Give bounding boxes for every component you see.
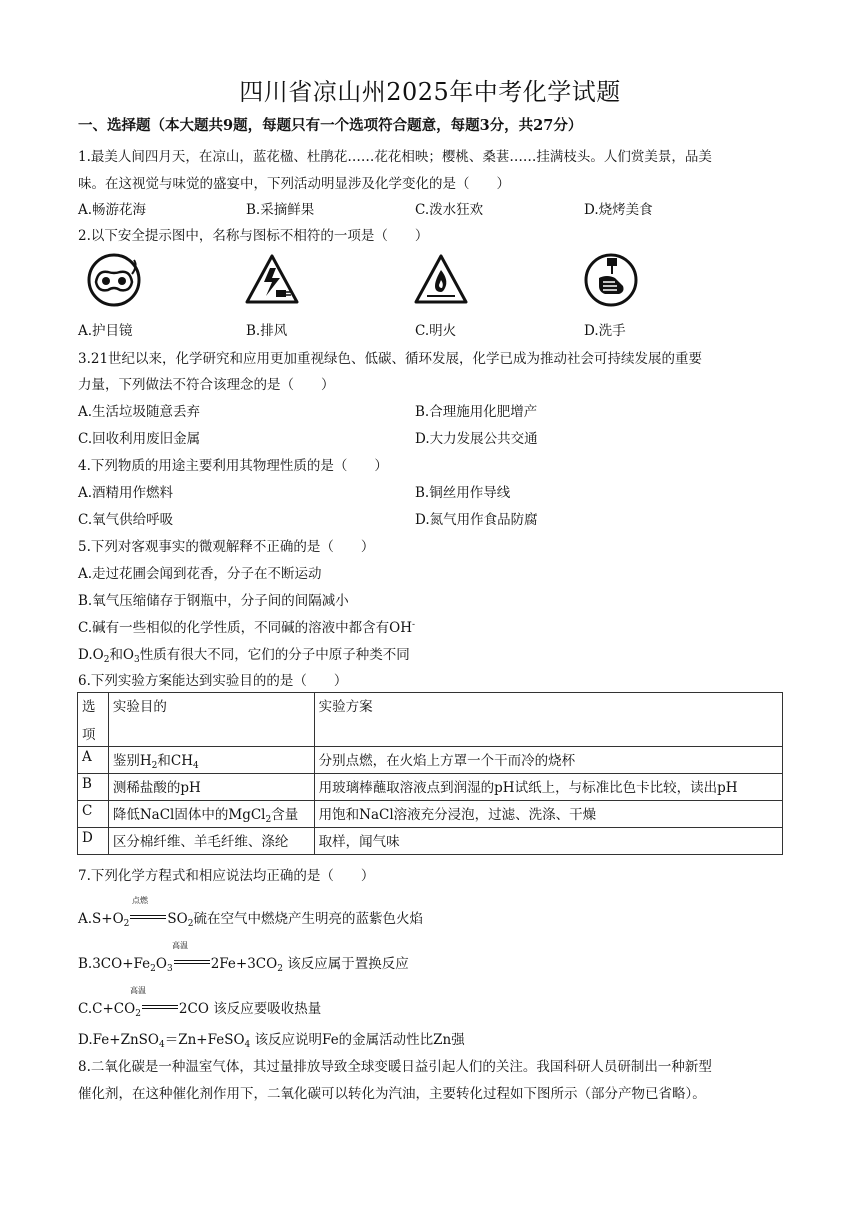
question-8-stem: 8.二氧化碳是一种温室气体，其过量排放导致全球变暖日益引起人们的关注。我国科研人员研制出一种新型 [78, 1059, 712, 1075]
table-cell-option: D [78, 828, 109, 855]
equation-condition: 点燃 [132, 896, 148, 905]
q3-option-a: A.生活垃圾随意丢弃 [78, 404, 201, 420]
q4-option-b: B.铜丝用作导线 [415, 485, 511, 501]
q5-option-a: A.走过花圃会闻到花香，分子在不断运动 [78, 566, 322, 582]
q5-option-b: B.氧气压缩储存于钢瓶中，分子间的间隔减小 [78, 593, 349, 609]
q4-option-c: C.氧气供给呼吸 [78, 512, 174, 528]
q5-option-c: C.碱有一些相似的化学性质，不同碱的溶液中都含有OH- [78, 620, 416, 636]
q2-option-b: B.排风 [246, 323, 288, 339]
q7-option-a: $A.S+O_2$ $SO_2$硫在空气中燃烧产生明亮的蓝紫色火焰 [78, 911, 423, 929]
question-3-stem-cont: 力量，下列做法不符合该理念的是（ ） [78, 377, 335, 393]
q3-option-d: D.大力发展公共交通 [415, 431, 538, 447]
q4-option-d: D.氮气用作食品防腐 [415, 512, 538, 528]
table-cell-plan: 用饱和NaCl溶液充分浸泡，过滤、洗涤、干燥 [314, 801, 782, 828]
table-cell-goal: 鉴别$H_2$和$CH_4$ [108, 747, 314, 774]
table-row [78, 828, 783, 855]
q1-option-b: B.采摘鲜果 [246, 202, 315, 218]
q4-option-a: A.酒精用作燃料 [78, 485, 174, 501]
q2-option-c: C.明火 [415, 323, 457, 339]
question-2-stem: 2.以下安全提示图中，名称与图标不相符的一项是（ ） [78, 228, 429, 244]
q1-option-a: A.畅游花海 [78, 202, 147, 218]
question-1-stem-cont: 味。在这视觉与味觉的盛宴中，下列活动明显涉及化学变化的是（ ） [78, 176, 510, 192]
table-cell-goal: 区分棉纤维、羊毛纤维、涤纶 [108, 828, 314, 855]
question-7-stem: 7.下列化学方程式和相应说法均正确的是（ ） [78, 868, 375, 884]
q1-option-c: C.泼水狂欢 [415, 202, 484, 218]
table-cell-option: B [78, 774, 109, 801]
question-4-stem: 4.下列物质的用途主要利用其物理性质的是（ ） [78, 458, 388, 474]
question-8-stem-cont: 催化剂，在这种催化剂作用下，二氧化碳可以转化为汽油，主要转化过程如下图所示（部分产物已省略）。 [78, 1086, 706, 1102]
table-row [78, 801, 783, 828]
q1-option-d: D.烧烤美食 [584, 202, 653, 218]
exhaust-fan-icon [244, 252, 300, 308]
q7-option-c: $C.C+CO_2$ 2CO 该反应要吸收热量 [78, 1001, 322, 1019]
goggles-icon [86, 252, 142, 308]
table-header-row [78, 693, 783, 747]
experiment-table [77, 692, 783, 855]
equation-condition: 高温 [172, 941, 188, 950]
equation-condition: 高温 [130, 986, 146, 995]
table-row [78, 774, 783, 801]
table-cell-plan: 用玻璃棒蘸取溶液点到润湿的pH试纸上，与标准比色卡比较，读出pH [314, 774, 782, 801]
table-cell-goal: 降低NaCl固体中的MgCl$_2$含量 [108, 801, 314, 828]
section-heading: 一、选择题（本大题共9题，每题只有一个选项符合题意，每题3分，共27分） [78, 117, 583, 134]
q7-option-b: $B.3CO+Fe_2O_3$ $2Fe+3CO_2$ 该反应属于置换反应 [78, 956, 409, 974]
q5-option-d: $D.O_2$和$O_3$性质有很大不同，它们的分子中原子种类不同 [78, 647, 410, 665]
question-6-stem: 6.下列实验方案能达到实验目的的是（ ） [78, 673, 348, 689]
table-header-plan: 实验方案 [314, 693, 782, 747]
table-cell-plan: 分别点燃，在火焰上方罩一个干而冷的烧杯 [314, 747, 782, 774]
hand-wash-icon [583, 252, 639, 308]
question-1-stem: 1.最美人间四月天，在凉山，蓝花楹、杜鹃花……花花相映；樱桃、桑葚……挂满枝头。人们赏美景，品美 [78, 149, 712, 165]
table-cell-goal: 测稀盐酸的pH [108, 774, 314, 801]
open-flame-icon [413, 252, 469, 308]
q7-option-d: D.Fe+ZnSO$_4$＝Zn+FeSO$_4$ 该反应说明Fe的金属活动性比Zn强 [78, 1032, 465, 1050]
question-3-stem: 3.21世纪以来，化学研究和应用更加重视绿色、低碳、循环发展，化学已成为推动社会可持续发展的重要 [78, 351, 703, 367]
table-cell-option: C [78, 801, 109, 828]
q3-option-c: C.回收利用废旧金属 [78, 431, 201, 447]
q3-option-b: B.合理施用化肥增产 [415, 404, 538, 420]
question-5-stem: 5.下列对客观事实的微观解释不正确的是（ ） [78, 539, 375, 555]
q2-option-a: A.护目镜 [78, 323, 133, 339]
table-cell-option: A [78, 747, 109, 774]
q2-option-d: D.洗手 [584, 323, 626, 339]
table-header-goal: 实验目的 [108, 693, 314, 747]
table-header-option: 选 项 [78, 693, 109, 747]
table-cell-plan: 取样，闻气味 [314, 828, 782, 855]
page-title: 四川省凉山州2025年中考化学试题 [239, 78, 621, 106]
table-row [78, 747, 783, 774]
